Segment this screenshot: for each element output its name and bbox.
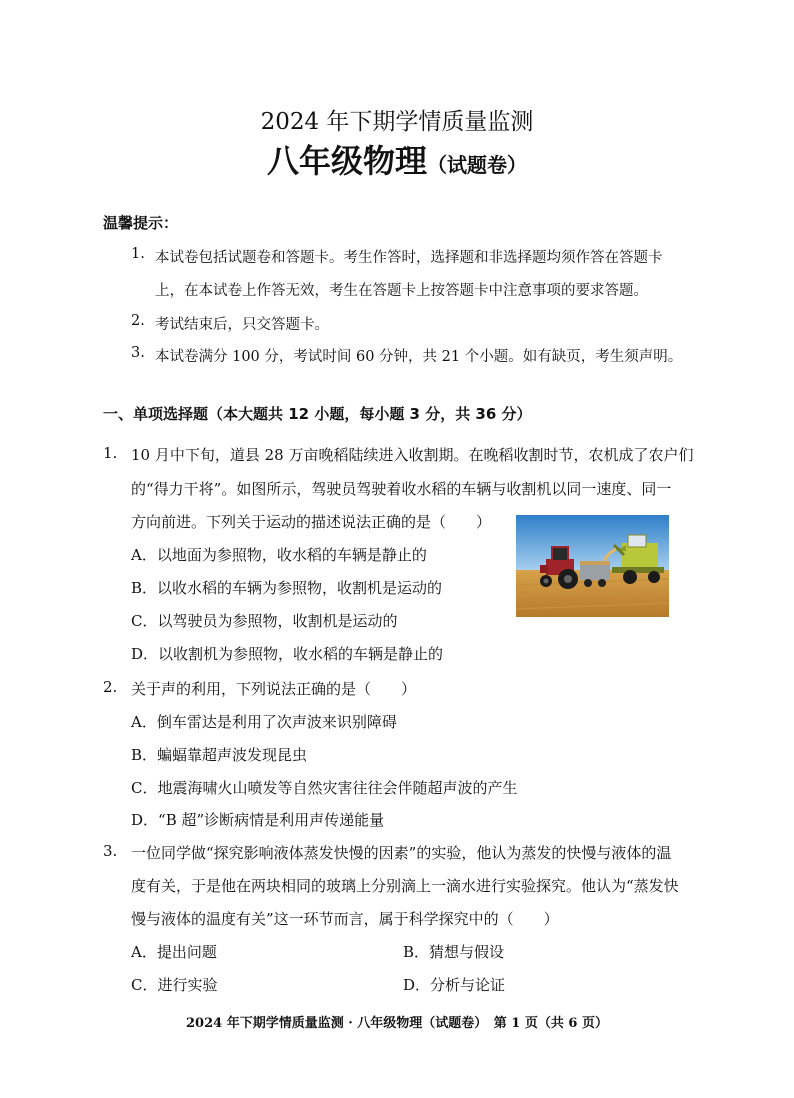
question-1-option-b: B．以收水稻的车辆为参照物，收割机是运动的 bbox=[131, 579, 443, 597]
question-1-option-c: C．以驾驶员为参照物，收割机是运动的 bbox=[131, 612, 398, 630]
question-3-option-b: B．猜想与假设 bbox=[403, 943, 505, 961]
question-3-line2: 度有关，于是他在两块相同的玻璃上分别滴上一滴水进行实验探究。他认为“蒸发快 bbox=[131, 877, 679, 895]
question-1-option-a: A．以地面为参照物，收水稻的车辆是静止的 bbox=[131, 546, 427, 564]
notice-item-2-line1: 考试结束后，只交答题卡。 bbox=[155, 317, 329, 333]
question-1-option-d: D．以收割机为参照物，收水稻的车辆是静止的 bbox=[131, 645, 444, 663]
question-3-line3: 慢与液体的温度有关”这一环节而言，属于科学探究中的（ ） bbox=[131, 910, 559, 928]
question-2-line1: 关于声的利用，下列说法正确的是（ ） bbox=[131, 680, 417, 698]
page-footer: 2024 年下期学情质量监测 · 八年级物理（试题卷） 第 1 页（共 6 页） bbox=[186, 1016, 608, 1031]
tractor-harvester-image bbox=[516, 515, 669, 617]
question-2-number: 2. bbox=[103, 678, 118, 696]
notice-heading: 温馨提示： bbox=[103, 214, 179, 232]
question-1-line1: 10 月中下旬，道县 28 万亩晚稻陆续进入收割期。在晚稻收割时节，农机成了农户们 bbox=[131, 446, 694, 464]
question-1-number: 1. bbox=[103, 444, 118, 462]
question-3-option-c: C．进行实验 bbox=[131, 976, 218, 994]
harvest-photo bbox=[516, 515, 669, 617]
exam-subtitle: （试题卷） bbox=[427, 153, 527, 177]
notice-item-1-num: 1. bbox=[131, 246, 145, 262]
notice-item-1-line1: 本试卷包括试题卷和答题卡。考生作答时，选择题和非选择题均须作答在答题卡 bbox=[155, 250, 663, 266]
question-2-option-b: B．蝙蝠靠超声波发现昆虫 bbox=[131, 746, 308, 764]
question-1-line2: 的“得力干将”。如图所示，驾驶员驾驶着收水稻的车辆与收割机以同一速度、同一 bbox=[131, 480, 672, 498]
notice-item-1-line2: 上，在本试卷上作答无效，考生在答题卡上按答题卡中注意事项的要求答题。 bbox=[155, 283, 648, 299]
notice-item-3-num: 3. bbox=[131, 345, 145, 361]
exam-title-main bbox=[0, 136, 794, 182]
notice-item-2-num: 2. bbox=[131, 313, 145, 329]
question-3-line1: 一位同学做“探究影响液体蒸发快慢的因素”的实验，他认为蒸发的快慢与液体的温 bbox=[131, 844, 672, 862]
notice-item-3-line1: 本试卷满分 100 分，考试时间 60 分钟，共 21 个小题。如有缺页，考生须声明。 bbox=[155, 349, 683, 365]
question-2-option-c: C．地震海啸火山喷发等自然灾害往往会伴随超声波的产生 bbox=[131, 779, 518, 797]
exam-subject: 八年级物理 bbox=[266, 142, 427, 180]
question-3-number: 3. bbox=[103, 842, 118, 860]
question-3-option-a: A．提出问题 bbox=[131, 943, 217, 961]
question-1-line3: 方向前进。下列关于运动的描述说法正确的是（ ） bbox=[131, 513, 492, 531]
question-2-option-a: A．倒车雷达是利用了次声波来识别障碍 bbox=[131, 713, 397, 731]
question-3-option-d: D．分析与论证 bbox=[403, 976, 506, 994]
exam-title-line1: 2024 年下期学情质量监测 bbox=[260, 109, 534, 135]
section-1-heading: 一、单项选择题（本大题共 12 小题，每小题 3 分，共 36 分） bbox=[103, 405, 532, 423]
question-2-option-d: D．“B 超”诊断病情是利用声传递能量 bbox=[131, 811, 385, 829]
